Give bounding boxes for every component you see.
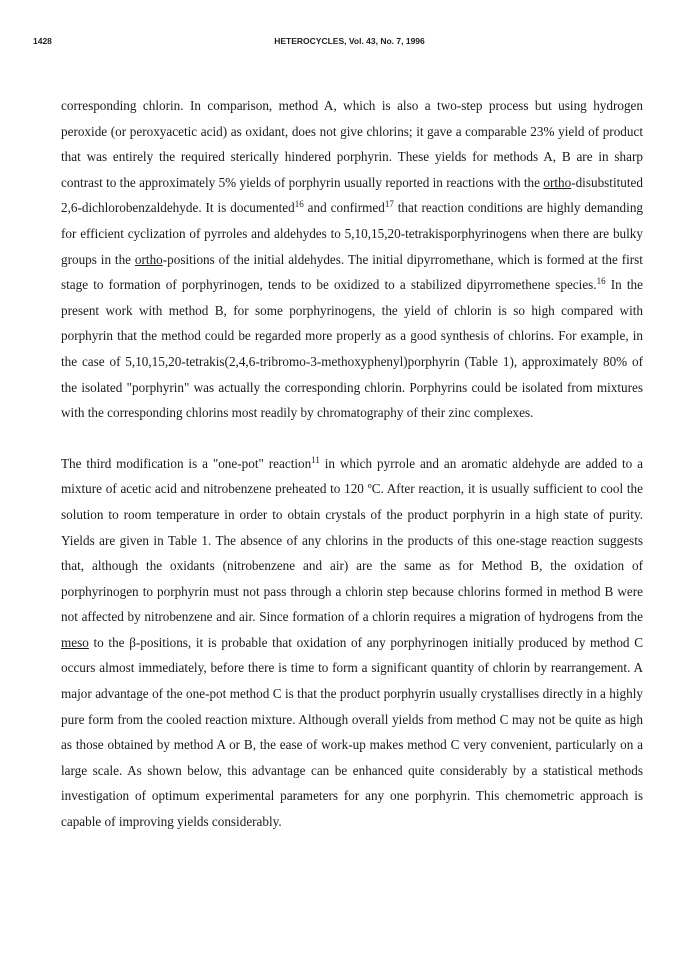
reference-16: 16: [596, 276, 606, 287]
journal-citation: HETEROCYCLES, Vol. 43, No. 7, 1996: [274, 36, 425, 46]
text-run: that reaction conditions are highly demanding for efficient cyclization of pyrroles and aldehydes to 5,10,15,20-tetrakisporphyrinogens when there are bulky groups in the: [61, 200, 644, 267]
text-run: and confirmed: [303, 200, 385, 216]
running-header: [0, 36, 699, 52]
text-run: The third modification is a "one-pot" reaction: [61, 455, 312, 471]
paragraph-1: [61, 93, 643, 426]
body-text: [61, 93, 643, 835]
text-run: -positions of the initial aldehydes. The initial dipyrromethane, which is formed at the first stage to formation of porphyrinogen, tends to be oxidized to a stabilized dipyrromethene species.: [61, 251, 643, 293]
text-run: in which pyrrole and an aromatic aldehyde are added to a mixture of acetic acid and nitrobenzene preheated to 120 ºC. After reaction, it is usually sufficient to cool the solution to room temperature in order to obtain crystals of the product porphyrin in a high state of purity. Yields are given in Table 1. The absence of any chlorins in the products of this one-stage reaction suggests that, although the oxidants (nitrobenzene and air) are the same as for Method B, the oxidation of porphyrinogen to porphyrin must not pass through a chlorin step because chlorins formed in method B were not affected by nitrobenzene and air. Since formation of a chlorin requires a migration of hydrogens from the: [61, 455, 643, 625]
page-number: 1428: [33, 36, 52, 46]
italic-term-ortho: ortho: [543, 174, 572, 190]
italic-term-meso: meso: [61, 634, 89, 650]
text-run: to the β-positions, it is probable that oxidation of any porphyrinogen initially produced by method C occurs almost immediately, before there is time to form a significant quantity of chlorin by rearrangement. A major advantage of the one-pot method C is that the product porphyrin usually crystallises directly in a highly pure form from the cooled reaction mixture. Although overall yields from method C may not be quite as high as those obtained by method A or B, the ease of work-up makes method C very convenient, particularly on a large scale. As shown below, this advantage can be enhanced quite considerably by a statistical methods investigation of optimum experimental parameters for any one porphyrin. This chemometric approach is capable of improving yields considerably.: [61, 634, 643, 830]
text-run: corresponding chlorin. In comparison, method A, which is also a two-step process but using hydrogen peroxide (or peroxyacetic acid) as oxidant, does not give chlorins; it gave a comparable 23% yield of product that was entirely the required sterically hindered porphyrin. These yields for methods A, B are in sharp contrast to the approximately 5% yields of porphyrin usually reported in reactions with the: [61, 98, 643, 190]
reference-11: 11: [311, 454, 320, 465]
italic-term-ortho: ortho: [134, 251, 163, 267]
paragraph-2: [61, 451, 643, 835]
text-run: -disubstituted 2,6-dichlorobenzaldehyde. It is documented: [61, 174, 643, 216]
text-run: In the present work with method B, for some porphyrinogens, the yield of chlorin is so high compared with porphyrin that the method could be regarded more properly as a good synthesis of chlorins. For example, in the case of 5,10,15,20-tetrakis(2,4,6-tribromo-3-methoxyphenyl)porphyrin (Table 1), approximately 80% of the isolated "porphyrin" was actually the corresponding chlorin. Porphyrins could be isolated from mixtures with the corresponding chlorins most readily by chromatography of their zinc complexes.: [61, 277, 643, 421]
reference-16: 16: [294, 199, 304, 210]
reference-17: 17: [384, 199, 394, 210]
